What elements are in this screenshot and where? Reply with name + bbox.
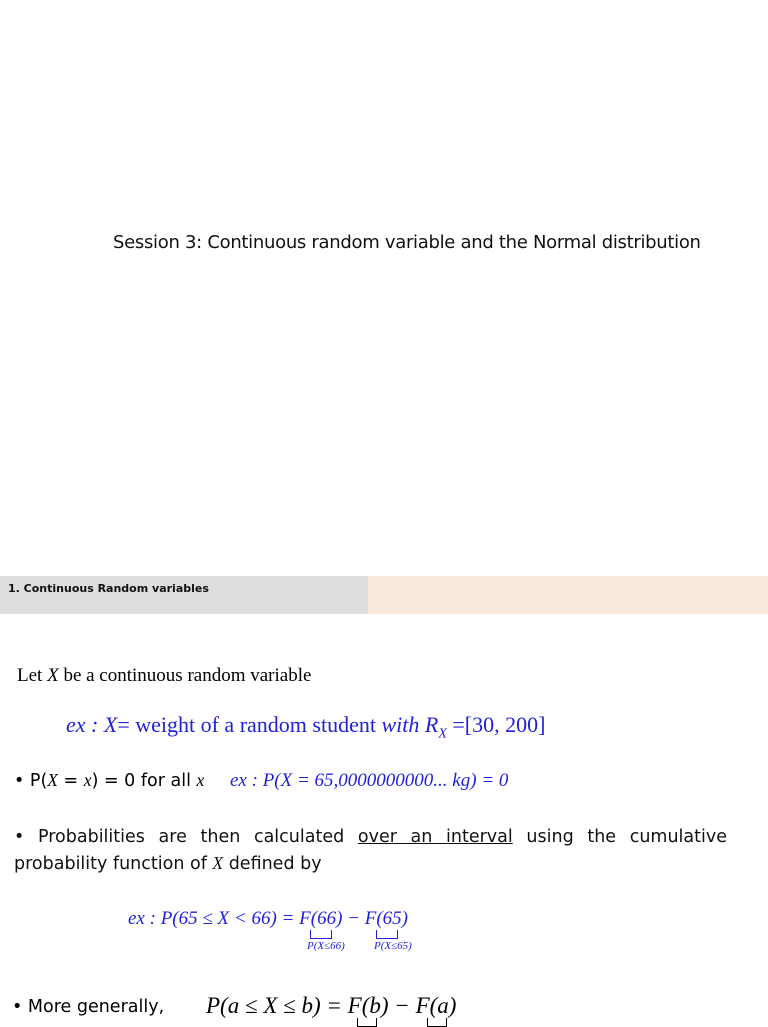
general-bullet-marker: • [12, 997, 23, 1017]
brace-f66 [310, 930, 332, 939]
paragraph-line-2a: probability function of [14, 854, 213, 874]
session-title: Session 3: Continuous random variable and the Normal distribution [113, 232, 701, 253]
general-formula-text: P(a ≤ X ≤ b) = F(b) − F(a) [206, 993, 457, 1018]
interval-example [128, 908, 408, 930]
f66-annotation: P(X≤66) [307, 940, 345, 952]
range-symbol: R [424, 712, 439, 737]
general-formula [206, 993, 456, 1019]
brace-f65 [376, 930, 398, 939]
paragraph-line-2 [14, 854, 322, 874]
example-with: with [381, 712, 420, 737]
bullet-var-x2: x [196, 770, 205, 790]
paragraph-part-2: using the cumulative [512, 827, 727, 847]
weight-example [66, 712, 545, 742]
bullet-text-a: P( [24, 771, 48, 791]
bullet-point-general [12, 997, 164, 1017]
section-heading: 1. Continuous Random variables [8, 582, 209, 595]
bullet-marker: • [14, 771, 25, 791]
zero-probability-example [230, 770, 508, 792]
interval-paragraph [14, 824, 727, 877]
example-prefix: ex : [66, 712, 99, 737]
section-header-right [368, 576, 768, 614]
general-bullet-text: More generally, [22, 997, 165, 1017]
paragraph-part-1: Probabilities are then calculated [24, 827, 358, 847]
example-variable: X [103, 712, 118, 737]
bullet-text-c: ) = 0 for all [91, 771, 197, 791]
intro-sentence [17, 665, 311, 687]
intro-variable: X [47, 665, 59, 686]
brace-fa [427, 1018, 447, 1027]
intro-suffix: be a continuous random variable [58, 665, 312, 686]
paragraph-var: X [212, 853, 224, 873]
intro-prefix: Let [17, 665, 48, 686]
paragraph-line-2b: defined by [223, 854, 322, 874]
section-header-bar [0, 576, 768, 614]
f65-annotation: P(X≤65) [374, 940, 412, 952]
bullet-text-b: = [57, 771, 84, 791]
range-subscript: X [438, 726, 447, 742]
range-value: =[30, 200] [446, 712, 546, 737]
interval-example-formula: ex : P(65 ≤ X < 66) = F(66) − F(65) [128, 908, 408, 929]
brace-fb [357, 1018, 377, 1027]
example-definition: = weight of a random student [117, 712, 376, 737]
bullet-point-zero-probability [14, 770, 204, 791]
zero-probability-formula: ex : P(X = 65,0000000000... kg) = 0 [230, 770, 509, 791]
paragraph-underlined: over an interval [357, 827, 513, 847]
bullet-var-x: x [83, 770, 92, 790]
paragraph-bullet: • [14, 827, 25, 847]
bullet-var-X: X [47, 770, 58, 790]
paragraph-line-1 [14, 824, 727, 850]
